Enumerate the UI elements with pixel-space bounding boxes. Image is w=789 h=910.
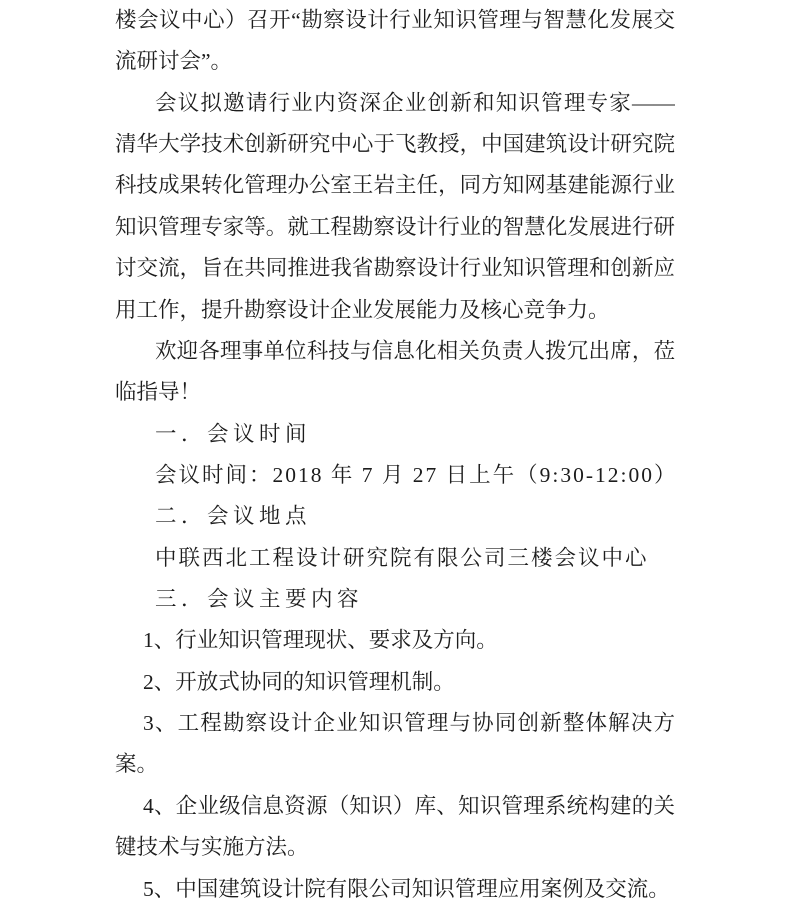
paragraph-meeting-location: [115, 538, 675, 579]
text-line: 知识管理专家等。就工程勘察设计行业的智慧化发展进行研: [115, 214, 675, 239]
text-line: 讨交流，旨在共同推进我省勘察设计行业知识管理和创新应: [115, 256, 675, 281]
text-line: 会议时间：2018 年 7 月 27 日上午（9:30-12:00）: [155, 462, 678, 487]
text-line: 科技成果转化管理办公室王岩主任，同方知网基建能源行业: [115, 173, 675, 198]
text-line: 2、开放式协同的知识管理机制。: [143, 669, 455, 694]
text-line: 用工作，提升勘察设计企业发展能力及核心竞争力。: [115, 297, 610, 322]
paragraph-section-2-heading: [115, 496, 675, 537]
text-line: 二．会议地点: [155, 504, 312, 529]
text-line: 1、行业知识管理现状、要求及方向。: [143, 628, 498, 653]
text-line: 临指导！: [115, 380, 202, 405]
paragraph-section-1-heading: [115, 414, 675, 455]
paragraph-meeting-time: [115, 455, 678, 496]
text-line: 键技术与实施方法。: [115, 835, 309, 860]
paragraph-agenda-item-2: [115, 662, 675, 703]
text-line: 会议拟邀请行业内资深企业创新和知识管理专家——: [155, 90, 675, 115]
text-line: 3、工程勘察设计企业知识管理与协同创新整体解决方: [143, 711, 675, 736]
paragraph-agenda-item-5: [115, 869, 675, 910]
paragraph-section-3-heading: [115, 579, 675, 620]
text-line: 4、企业级信息资源（知识）库、知识管理系统构建的关: [143, 793, 675, 818]
paragraph-intro-continued: [115, 0, 675, 83]
paragraph-welcome: [115, 331, 675, 414]
text-line: 三．会议主要内容: [155, 587, 364, 612]
text-line: 5、中国建筑设计院有限公司知识管理应用案例及交流。: [143, 876, 670, 901]
text-line: 流研讨会”。: [115, 49, 233, 74]
text-line: 楼会议中心）召开“勘察设计行业知识管理与智慧化发展交: [115, 8, 675, 32]
text-line: 案。: [115, 752, 159, 777]
text-line: 一．会议时间: [155, 421, 312, 446]
text-line: 中联西北工程设计研究院有限公司三楼会议中心: [155, 545, 649, 570]
paragraph-agenda-item-3: [115, 703, 675, 786]
text-line: 欢迎各理事单位科技与信息化相关负责人拨冗出席，莅: [155, 338, 675, 363]
text-line: 清华大学技术创新研究中心于飞教授，中国建筑设计研究院: [115, 132, 675, 157]
paragraph-agenda-item-1: [115, 620, 675, 661]
document-body: [115, 0, 678, 910]
paragraph-invitation: [115, 83, 675, 331]
paragraph-agenda-item-4: [115, 786, 675, 869]
